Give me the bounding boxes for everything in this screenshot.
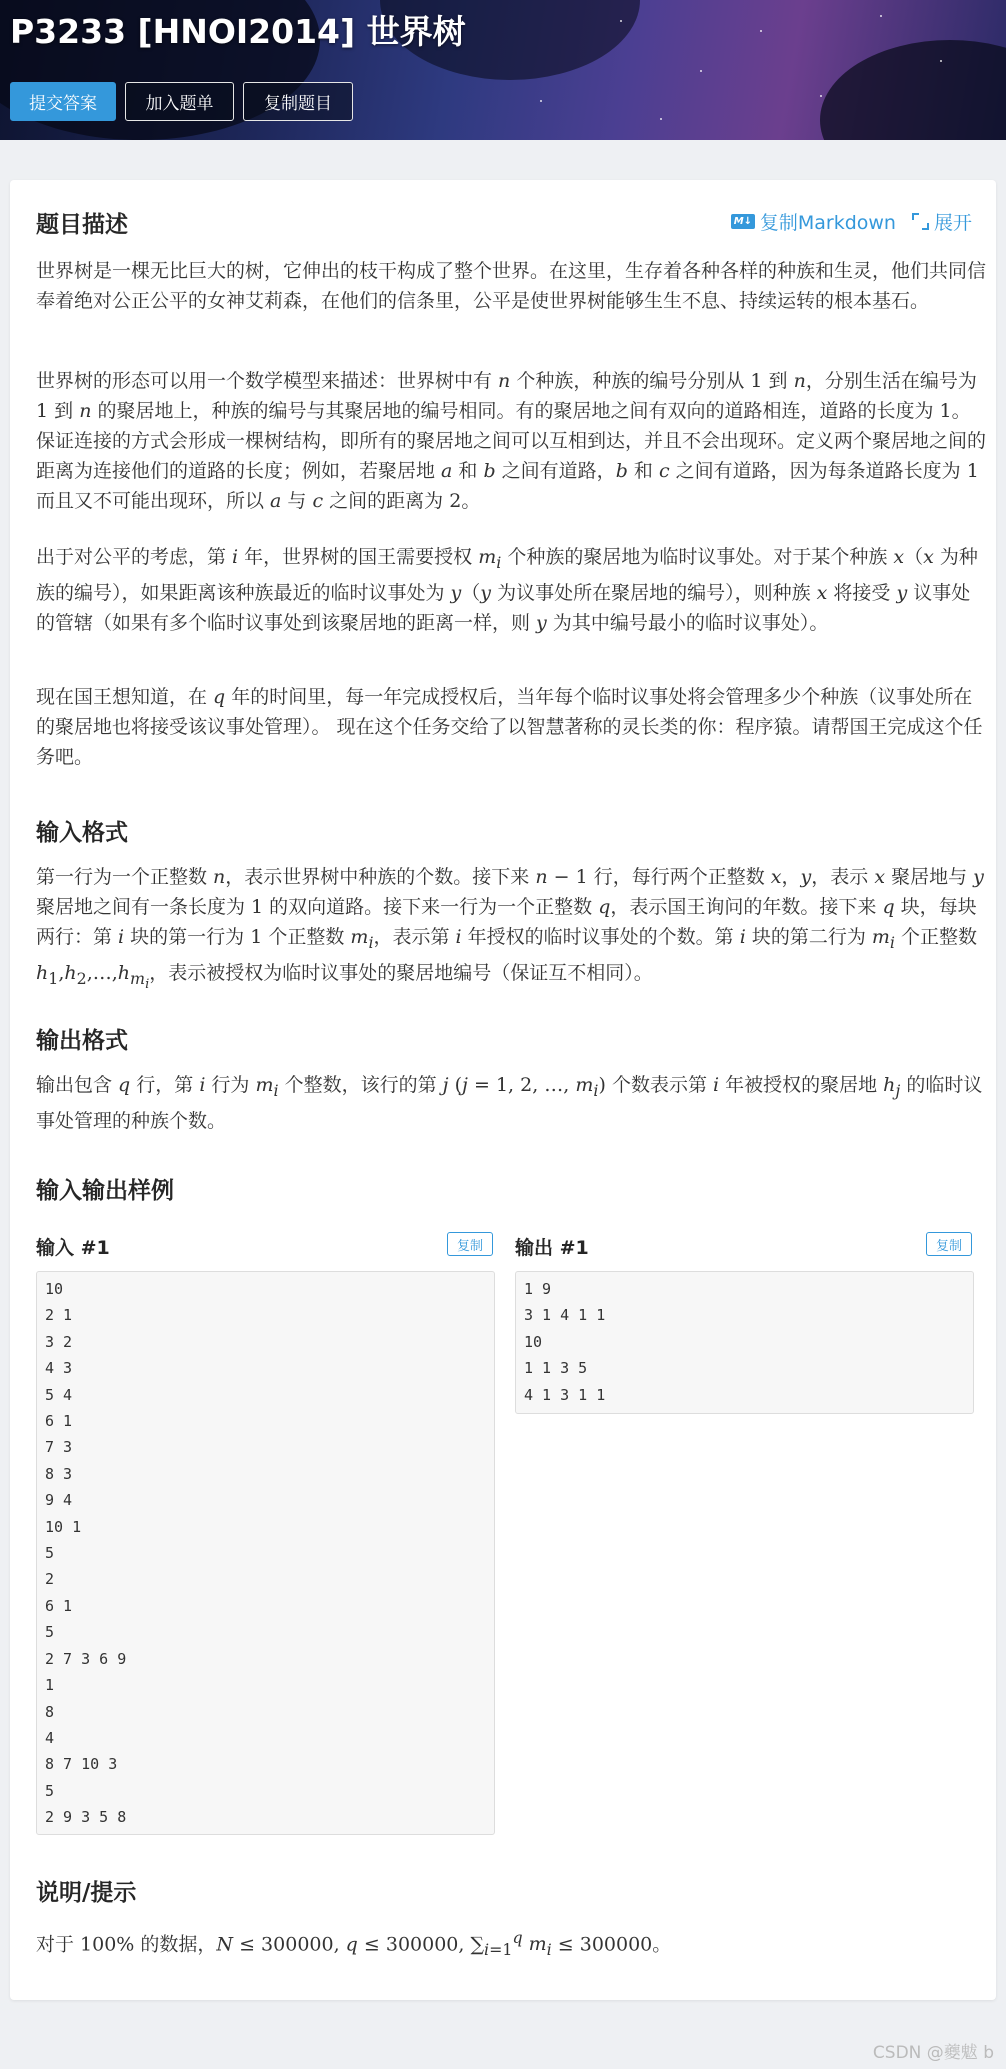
sample-output-line: 1 9 <box>524 1280 552 1298</box>
sample-input-block <box>36 1271 495 1835</box>
expand-link[interactable] <box>912 208 972 235</box>
copy-input-button[interactable]: 复制 <box>447 1232 493 1256</box>
copy-markdown-label: 复制Markdown <box>759 212 896 234</box>
add-to-list-button[interactable]: 加入题单 <box>125 82 234 121</box>
sample-input-line: 2 1 <box>45 1306 73 1325</box>
sample-output-label: 输出 #1 <box>515 1237 589 1259</box>
sample-input-line: 1 <box>45 1676 55 1695</box>
sample-input-line: 4 3 <box>45 1359 73 1378</box>
description-paragraph-1: 世界树是一棵无比巨大的树，它伸出的枝干构成了整个世界。在这里，生存着各种各样的种族和生灵，他们共同信奉着绝对公正公平的女神艾莉森，在他们的信条里，公平是使世界树能够生生不息、持续运转的根本基石。 <box>36 260 987 312</box>
sample-input-line: 6 1 <box>45 1596 73 1615</box>
sample-input-line: 5 <box>45 1781 55 1800</box>
description-paragraph-2: 世界树的形态可以用一个数学模型来描述：世界树中有 n 个种族，种族的编号分别从 1 到 n，分别生活在编号为 1 到 n 的聚居地上，种族的编号与其聚居地的编号相同。有的聚居地之间有双向的道路相连，道路的长度为 1。保证连接的方式会形成一棵树结构，即所有的聚居地之间可以互相到达，并且不会出现环。定义两个聚居地之间的距离为连接他们的道路的长度；例如，若聚居地 a 和 b 之间有道路，b 和 c 之间有道路，因为每条道路长度为 1 而且又不可能出现环，所以 a 与 c 之间的距离为 2。 <box>36 370 987 512</box>
section-title-samples: 输入输出样例 <box>36 1178 174 1204</box>
sample-input-line: 2 9 3 5 8 <box>45 1808 127 1827</box>
sample-input-line: 2 7 3 6 9 <box>45 1649 127 1668</box>
section-title-description: 题目描述 <box>36 212 128 238</box>
sample-input-line: 5 <box>45 1544 55 1563</box>
sample-input-line: 3 2 <box>45 1332 73 1351</box>
expand-label: 展开 <box>933 212 972 234</box>
sample-input-line: 10 1 <box>45 1517 82 1536</box>
sample-output-block <box>515 1271 974 1414</box>
sample-input-line: 4 <box>45 1728 55 1747</box>
sample-input-line: 9 4 <box>45 1491 73 1510</box>
expand-icon <box>912 213 929 230</box>
sample-output-line: 4 1 3 1 1 <box>524 1385 606 1404</box>
copy-markdown-link[interactable] <box>731 208 896 235</box>
hint-text: 对于 100% 的数据，N ≤ 300000, q ≤ 300000, $\sum_{i=1}^q$ $m_i \le 300000$。 <box>36 1928 672 1960</box>
sample-input-line: 8 7 10 3 <box>45 1755 118 1774</box>
sample-input-line: 7 3 <box>45 1438 73 1457</box>
description-paragraph-3: 出于对公平的考虑，第 i 年，世界树的国王需要授权 $m_i$ 个种族的聚居地为临时议事处。对于某个种族 x（x 为种族的编号），如果距离该种族最近的临时议事处为 y（y 为议事处所在聚居地的编号），则种族 x 将接受 y 议事处的管辖（如果有多个临时议事处到该聚居地的距离一样，则 y 为其中编号最小的临时议事处）。 <box>36 546 978 634</box>
sample-input-line: 5 4 <box>45 1385 73 1404</box>
section-title-output: 输出格式 <box>36 1028 128 1054</box>
watermark: CSDN @夔魃 b <box>872 2043 994 2063</box>
page-title: P3233 [HNOI2014] 世界树 <box>10 12 466 51</box>
section-title-input: 输入格式 <box>36 820 128 846</box>
markdown-icon: M↓ <box>731 214 755 229</box>
header-banner <box>0 0 1006 140</box>
sample-output-line: 10 <box>524 1332 543 1351</box>
sample-input-line: 5 <box>45 1623 55 1642</box>
sample-input-line: 8 <box>45 1702 55 1721</box>
submit-answer-button[interactable]: 提交答案 <box>10 82 116 121</box>
sample-input-line: 6 1 <box>45 1412 73 1431</box>
output-format-text: 输出包含 q 行，第 i 行为 $m_i$ 个整数，该行的第 j (j = 1, 2, …, $m_i$) 个数表示第 i 年被授权的聚居地 $h_j$ 的临时议事处管理的种族个数。 <box>36 1074 983 1132</box>
copy-output-button[interactable]: 复制 <box>926 1232 972 1256</box>
input-format-text: 第一行为一个正整数 n，表示世界树中种族的个数。接下来 n − 1 行，每行两个正整数 x，y，表示 x 聚居地与 y 聚居地之间有一条长度为 1 的双向道路。接下来一行为一个正整数 q，表示国王询问的年数。接下来 q 块，每块两行：第 i 块的第一行为 1 个正整数 $m_i$，表示第 i 年授权的临时议事处的个数。第 i 块的第二行为 $m_i$ 个正整数 $h_1,h_2,\dots,h_{m_i}$，表示被授权为临时议事处的聚居地编号（保证互不相同）。 <box>36 866 984 992</box>
sample-output-line: 3 1 4 1 1 <box>524 1306 606 1325</box>
description-paragraph-4: 现在国王想知道，在 q 年的时间里，每一年完成授权后，当年每个临时议事处将会管理多少个种族（议事处所在的聚居地也将接受该议事处管理）。 现在这个任务交给了以智慧著称的灵长类的你：程序猿。请帮国王完成这个任务吧。 <box>36 686 983 768</box>
section-title-hint: 说明/提示 <box>36 1880 137 1906</box>
sample-input-line: 8 3 <box>45 1464 73 1483</box>
sample-output-line: 1 1 3 5 <box>524 1359 588 1378</box>
copy-problem-button[interactable]: 复制题目 <box>243 82 353 121</box>
problem-toolbar <box>731 208 972 235</box>
sample-input-label: 输入 #1 <box>36 1237 110 1259</box>
sample-input-line: 10 <box>45 1280 64 1298</box>
problem-card <box>10 180 996 2000</box>
sample-input-line: 2 <box>45 1570 55 1589</box>
